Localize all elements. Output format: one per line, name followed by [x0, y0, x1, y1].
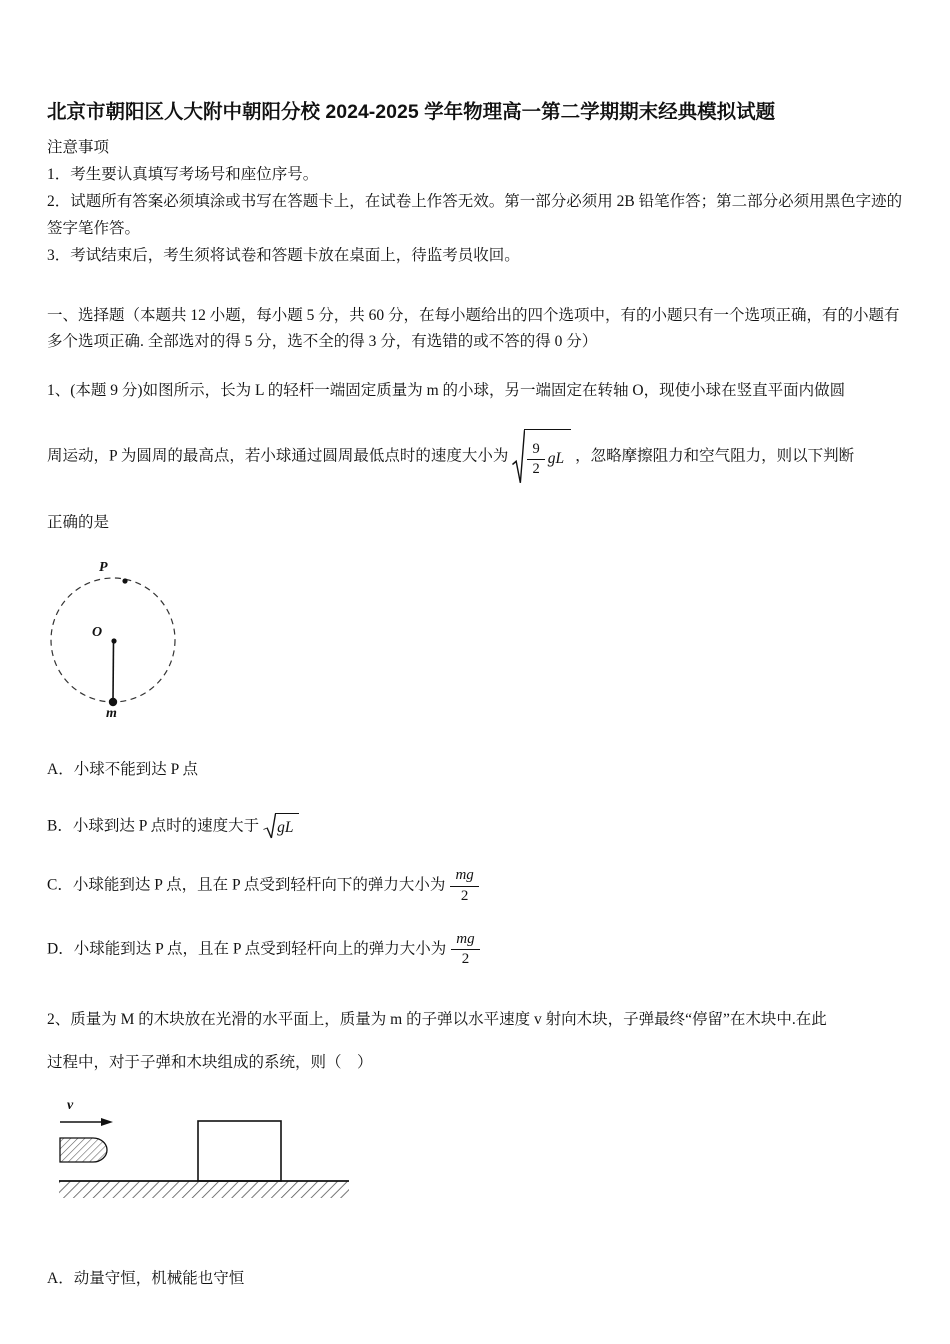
- q1-figure-container: [47, 553, 905, 727]
- notice-item-1: 1．考生要认真填写考场号和座位序号。: [47, 166, 319, 184]
- notice-header: 注意事项: [47, 139, 110, 157]
- q1-stem-line2: [47, 429, 905, 485]
- sqrt-gl-formula: [263, 813, 298, 841]
- q1-option-b: [47, 813, 905, 841]
- q1-option-d: [47, 931, 905, 969]
- rod-ball-circle-figure: [47, 553, 199, 719]
- notice-item-3: 3．考试结束后，考生须将试卷和答题卡放在桌面上，待监考员收回。: [47, 247, 520, 265]
- q2-option-a: A．动量守恒，机械能也守恒: [47, 1270, 245, 1288]
- p-point-dot: [122, 579, 127, 584]
- q1-option-c-text: C．小球能到达 P 点，且在 P 点受到轻杆向下的弹力大小为: [47, 876, 446, 894]
- question-1: [47, 379, 905, 968]
- v-label: v: [67, 1098, 74, 1114]
- block-rect: [198, 1121, 281, 1181]
- notice-item-2: 2．试题所有答案必须填涂或书写在答题卡上，在试卷上作答无效。第一部分必须用 2B 铅笔作答；第二部分必须用黑色字迹的签字笔作答。: [47, 193, 903, 238]
- q1-option-a: A．小球不能到达 P 点: [47, 761, 198, 779]
- formula-suffix: gL: [547, 450, 565, 468]
- q1-option-b-text: B．小球到达 P 点时的速度大于: [47, 817, 260, 835]
- q1-option-d-text: D．小球能到达 P 点，且在 P 点受到轻杆向上的弹力大小为: [47, 940, 447, 958]
- sqrt-formula: [512, 429, 571, 485]
- q1-stem-line2-pre: 周运动，P 为圆周的最高点，若小球通过圆周最低点时的速度大小为: [47, 447, 509, 465]
- notice-section: [47, 134, 905, 269]
- q1-stem-line3: 正确的是: [47, 514, 110, 532]
- q2-figure-container: [57, 1095, 905, 1227]
- q2-stem-line2: 过程中，对于子弹和木块组成的系统，则（ ）: [47, 1054, 373, 1072]
- q1-stem-line1: 1、(本题 9 分)如图所示，长为 L 的轻杆一端固定质量为 m 的小球，另一端固定在转轴 O，现使小球在竖直平面内做圆: [47, 382, 846, 400]
- q1-stem-line2-post: ，忽略摩擦阻力和空气阻力，则以下判断: [575, 447, 855, 465]
- q2-stem-line1: 2、质量为 M 的木块放在光滑的水平面上，质量为 m 的子弹以水平速度 v 射向木块，子弹最终“停留”在木块中.在此: [47, 1011, 827, 1029]
- ball-dot: [109, 698, 117, 706]
- mg-over-2-fraction: $\frac{mg}{2}$: [451, 931, 479, 969]
- q1-option-c: [47, 867, 905, 905]
- fraction-9-2: $\frac{9}{2}$: [527, 441, 544, 477]
- p-label: P: [99, 560, 108, 576]
- bullet-shape: [60, 1138, 107, 1162]
- question-2: [47, 1008, 905, 1291]
- velocity-arrowhead: [101, 1118, 113, 1126]
- radicand: [524, 429, 571, 485]
- rod-line: [113, 641, 114, 700]
- ground-hatching: [59, 1181, 349, 1198]
- mg-over-2-fraction: $\frac{mg}{2}$: [450, 867, 478, 905]
- m-label: m: [106, 706, 117, 720]
- page-title: 北京市朝阳区人大附中朝阳分校 2024-2025 学年物理高一第二学期期末经典模拟试题: [47, 101, 776, 123]
- bullet-block-figure: [57, 1095, 367, 1219]
- o-label: O: [92, 625, 103, 641]
- radicand: gL: [275, 813, 298, 841]
- section-1-heading: 一、选择题（本题共 12 小题，每小题 5 分，共 60 分，在每小题给出的四个选项中，有的小题只有一个选项正确，有的小题有多个选项正确. 全部选对的得 5 分，选不全的得 3 分，有选错的或不答的得 0 分）: [47, 307, 900, 351]
